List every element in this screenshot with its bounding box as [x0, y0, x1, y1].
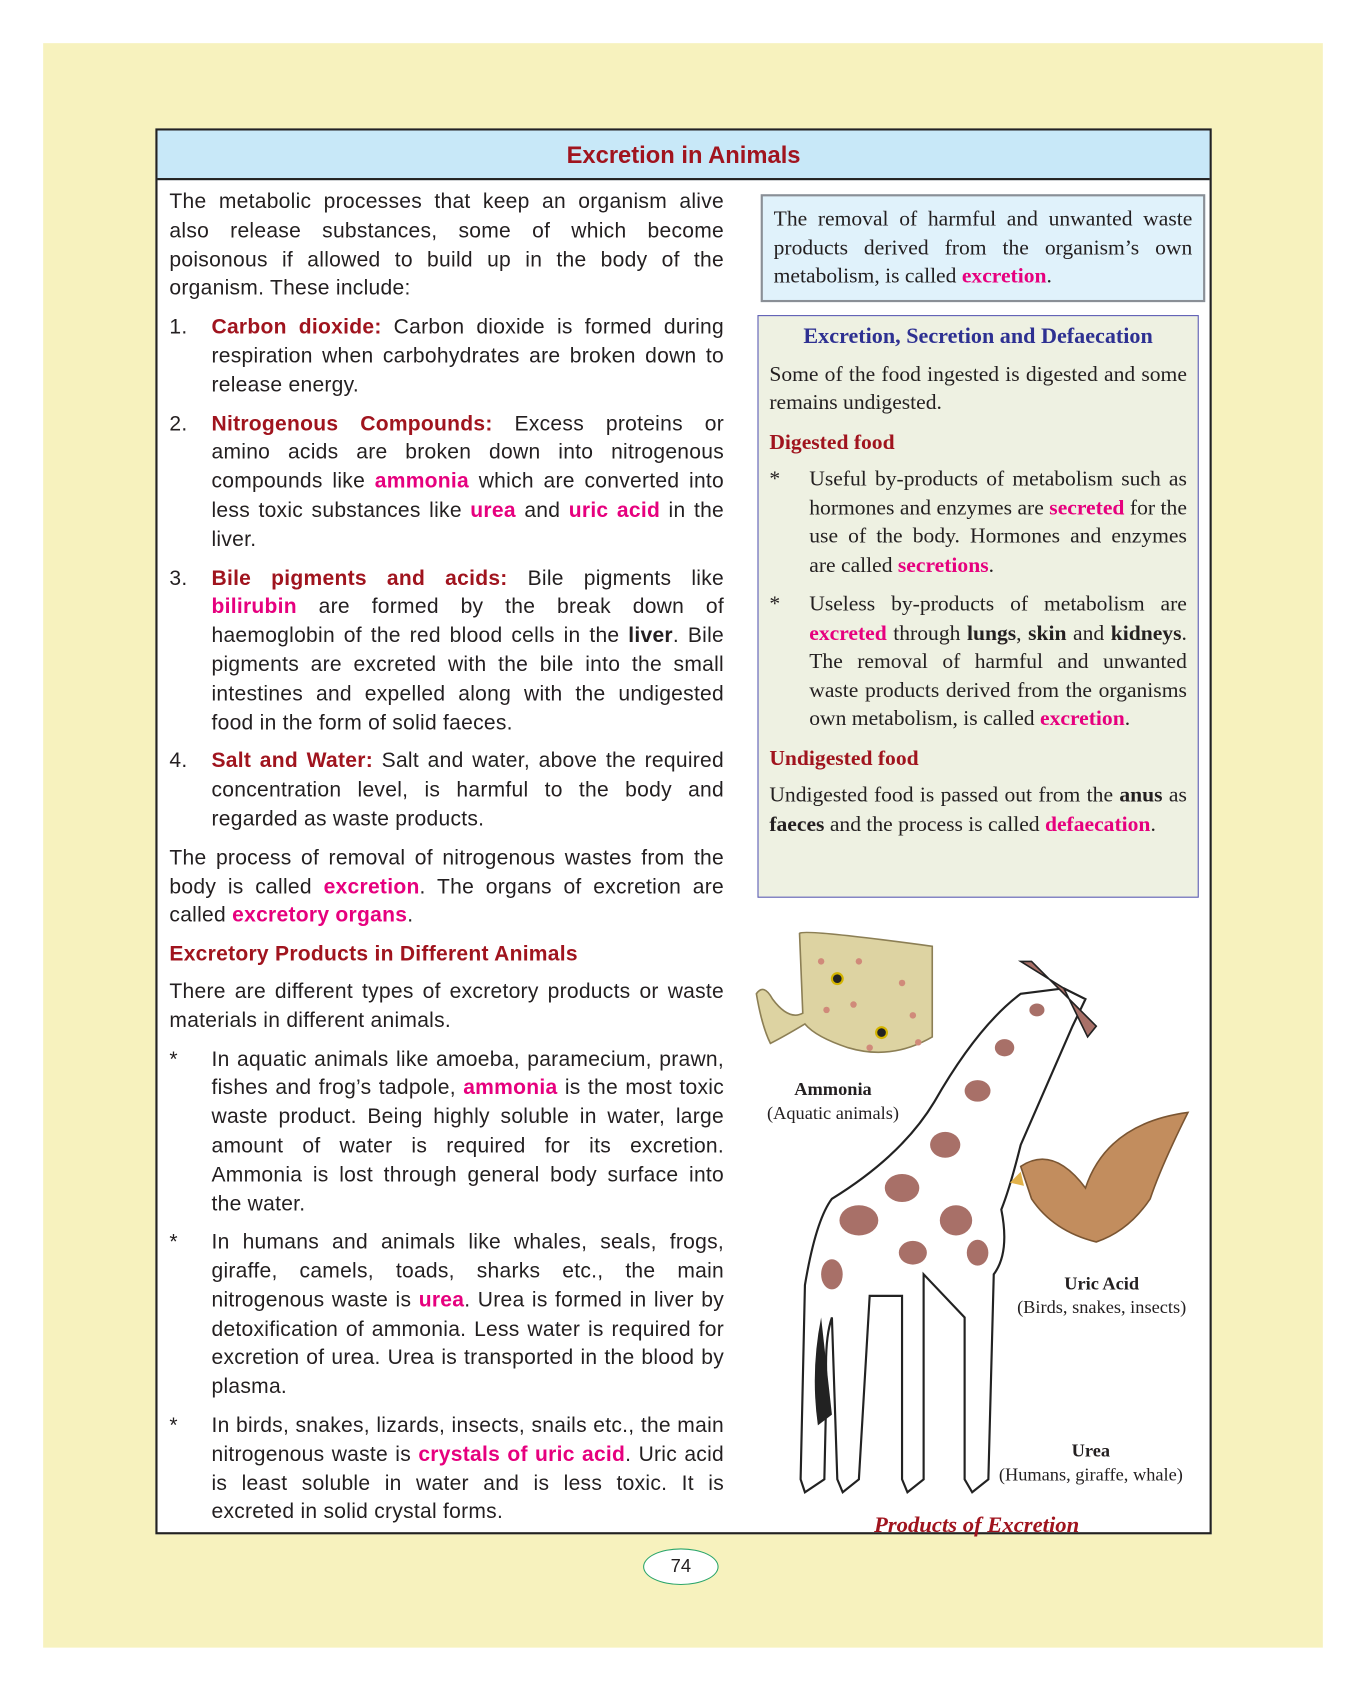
bold-term: liver [628, 623, 673, 648]
pink-term: ammonia [463, 1076, 558, 1100]
item-number: 4. [169, 749, 188, 773]
item-number: 3. [169, 566, 188, 590]
text-run: Useful by-products of metabolism such as hormones and enzymes are [809, 467, 1187, 520]
label-name: Uric Acid [1064, 1273, 1140, 1294]
pink-term: crystals of uric acid [418, 1442, 626, 1467]
pink-term: excretion [1040, 706, 1125, 731]
products-illustration [158, 131, 1210, 1533]
content-box [155, 128, 1211, 1538]
pink-term: urea [418, 1288, 465, 1312]
item-number: 2. [169, 411, 188, 436]
label-sub: (Birds, snakes, insects) [1017, 1296, 1187, 1318]
text-run: . [1046, 264, 1052, 289]
pink-term: ammonia [374, 469, 470, 494]
digested-heading: Digested food [769, 429, 895, 454]
text-run: . Urea is formed in liver by detoxification of ammonia. Less water is required for excretion of urea. Urea is transported in the blood by plasma. [211, 1288, 725, 1399]
bullet-icon: * [169, 1230, 178, 1255]
text-run: Salt and water, above the required concentration level, is harmful to the body and regarded as waste products. [211, 749, 725, 831]
bullet-icon: * [769, 592, 781, 617]
text-run: is the most toxic waste product. Being highly soluble in water, large amount of water is required for its excretion. Ammonia is lost through general body surface into the water. [211, 1076, 725, 1216]
pink-term: defaecation [1044, 811, 1151, 836]
uric-acid-label [999, 1272, 1204, 1319]
label-name: Urea [1071, 1440, 1111, 1461]
text-run: in the liver. [211, 498, 725, 552]
bold-term: faeces [769, 811, 825, 836]
text-run: The process of removal of nitrogenous wastes from the body is called [169, 845, 725, 899]
item-number: 1. [169, 315, 188, 340]
pink-term: secreted [1049, 495, 1125, 520]
dark-term: Nitrogenous Compounds: [211, 411, 493, 436]
text-run: and [1066, 620, 1111, 645]
text-run: . The removal of harmful and unwanted waste products derived from the organisms own metabolism, is called [809, 620, 1187, 731]
text-run: The metabolic processes that keep an organism alive also release substances, some of which become poisonous if allowed to build up in the body of the organism. These include: [169, 189, 725, 301]
ammonia-label [757, 1078, 908, 1125]
dark-term: Salt and Water: [211, 749, 373, 773]
page-number: 74 [643, 1548, 719, 1585]
label-sub: (Humans, giraffe, whale) [998, 1464, 1183, 1485]
text-run: . Uric acid is least soluble in water and is less toxic. It is excreted in solid crystal forms. [211, 1442, 725, 1525]
label-sub: (Aquatic animals) [767, 1102, 899, 1124]
text-run: In aquatic animals like amoeba, paramecium, prawn, fishes and frog’s tadpole, [211, 1047, 725, 1100]
dark-term: Bile pigments and acids: [211, 566, 508, 590]
eagle-illustration [1010, 1112, 1188, 1241]
products-heading: Excretory Products in Different Animals [169, 942, 578, 966]
pink-term: uric acid [568, 498, 661, 523]
text-run: Carbon dioxide is formed during respiration when carbohydrates are broken down to release energy. [211, 315, 725, 397]
urea-label [988, 1439, 1193, 1486]
pink-term: excretion [323, 874, 420, 899]
text-run: Undigested food is passed out from the [769, 783, 1120, 808]
bold-term: anus [1119, 783, 1163, 808]
text-run: through [886, 620, 967, 645]
text-run: Some of the food ingested is digested and some remains undigested. [769, 362, 1187, 415]
undigested-heading: Undigested food [769, 746, 919, 770]
pink-term: urea [470, 498, 516, 523]
bold-term: kidneys [1110, 620, 1182, 645]
text-run: , [1016, 620, 1029, 645]
text-run: for the use of the body. Hormones and enzymes are called [809, 495, 1187, 577]
text-run: and [515, 498, 569, 523]
text-run: as [1162, 783, 1187, 808]
dark-term: Carbon dioxide: [211, 315, 382, 340]
text-run: Bile pigments like [507, 566, 725, 590]
text-run: . [1150, 811, 1156, 836]
pink-term: bilirubin [211, 594, 297, 619]
text-run: The removal of harmful and unwanted waste products derived from the organism’s own metabolism, is called [773, 207, 1193, 289]
bold-term: lungs [966, 620, 1017, 645]
pink-term: excreted [809, 620, 887, 645]
pink-term: excretory organs [232, 903, 408, 928]
page-title: Excretion in Animals [158, 131, 1210, 181]
text-run: which are converted into less toxic substances like [211, 469, 725, 523]
label-name: Ammonia [794, 1079, 872, 1100]
text-run: . Bile pigments are excreted with the bile into the small intestines and expelled along with the undigested food in the form of solid faeces. [211, 623, 725, 735]
text-run: . [1124, 706, 1131, 731]
pink-term: secretions [897, 552, 989, 577]
text-run: There are different types of excretory products or waste materials in different animals. [169, 979, 725, 1033]
figure-caption: Products of Excretion [873, 1511, 1080, 1538]
text-run: In birds, snakes, lizards, insects, snails etc., the main nitrogenous waste is [211, 1413, 725, 1467]
pink-term: excretion [961, 264, 1047, 289]
text-run: . The organs of excretion are called [169, 874, 725, 928]
bold-term: skin [1028, 620, 1067, 645]
text-run: are formed by the break down of haemoglobin of the red blood cells in the [211, 594, 725, 648]
bullet-icon: * [769, 467, 781, 491]
stingray-illustration [756, 932, 932, 1052]
text-run: In humans and animals like whales, seals, frogs, giraffe, camels, toads, sharks etc., the main nitrogenous waste is [211, 1230, 725, 1312]
bullet-icon: * [169, 1413, 178, 1438]
text-run: Excess proteins or amino acids are broken down into nitrogenous compounds like [211, 411, 725, 494]
esd-title: Excretion, Secretion and Defaecation [803, 324, 1153, 349]
text-run: and the process is called [824, 811, 1045, 836]
text-run: . [988, 552, 995, 577]
text-run: . [407, 903, 414, 928]
text-run: Useless by-products of metabolism are [809, 592, 1187, 617]
bullet-icon: * [169, 1047, 178, 1071]
